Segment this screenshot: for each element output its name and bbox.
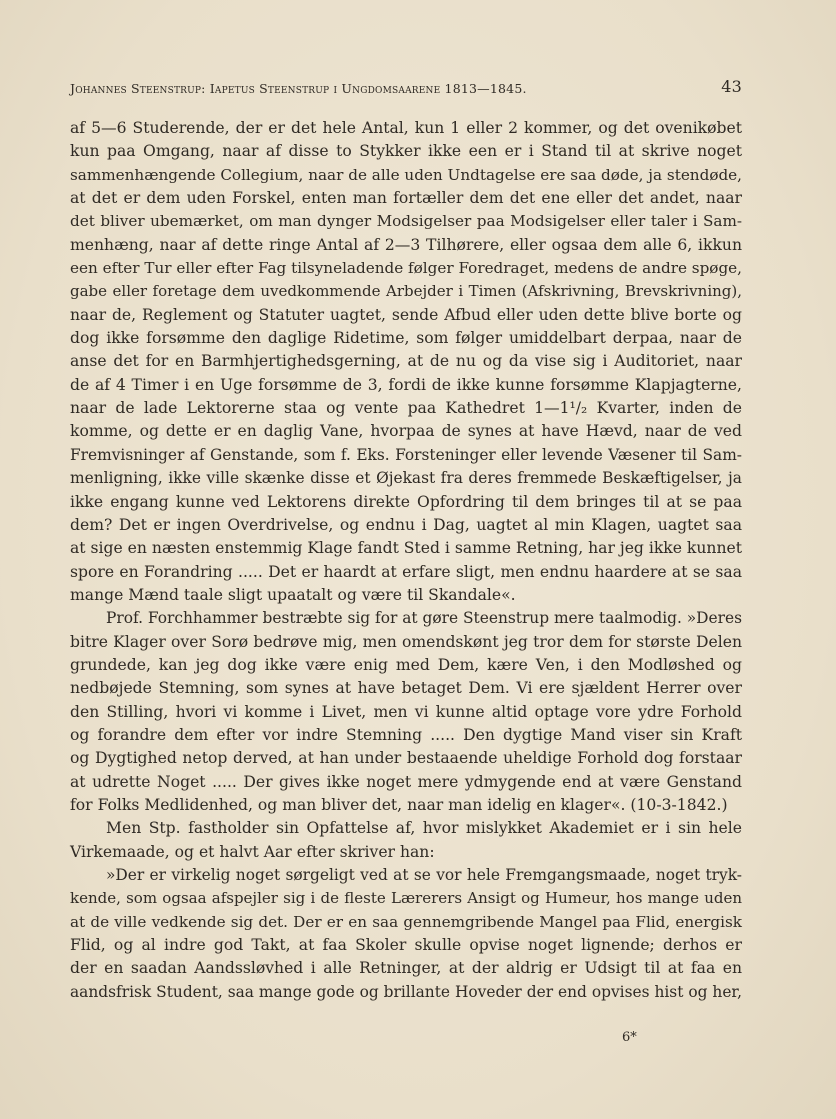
text-line: spore en Forandring ..... Det er haardt at erfare sligt, men endnu haardere at se saa	[70, 562, 742, 581]
text-line: ikke engang kunne ved Lektorens direkte Opfordring til dem bringes til at se paa	[70, 492, 742, 511]
text-line: menligning, ikke ville skænke disse et Øjekast fra deres fremmede Beskæftigelser, ja	[70, 469, 742, 488]
text-line: Fremvisninger af Genstande, som f. Eks. Forsteninger eller levende Væsener til Sam-	[70, 445, 742, 464]
text-line: aandsfrisk Student, saa mange gode og brillante Hoveder der end opvises hist og her,	[70, 982, 742, 1001]
text-line: kun paa Omgang, naar af disse to Stykker ikke een er i Stand til at skrive noget	[70, 142, 742, 161]
text-line: Men Stp. fastholder sin Opfattelse af, hvor mislykket Akademiet er i sin hele	[106, 819, 742, 838]
text-line: og forandre dem efter vor indre Stemning ..... Den dygtige Mand viser sin Kraft	[70, 725, 742, 744]
text-line: bitre Klager over Sorø bedrøve mig, men omendskønt jeg tror dem for største Delen	[70, 632, 742, 651]
text-line: sammenhængende Collegium, naar de alle uden Undtagelse ere saa døde, ja stendøde,	[70, 165, 742, 184]
text-line: nedbøjede Stemning, som synes at have betaget Dem. Vi ere sjældent Herrer over	[70, 679, 742, 698]
signature-mark: 6*	[622, 1030, 637, 1045]
text-line: »Der er virkelig noget sørgeligt ved at se vor hele Fremgangsmaade, noget tryk-	[106, 866, 742, 884]
text-line: der en saadan Aandssløvhed i alle Retninger, at der aldrig er Udsigt til at faa en	[70, 959, 742, 978]
text-line: de af 4 Timer i en Uge forsømme de 3, fordi de ikke kunne forsømme Klapjagterne,	[70, 375, 742, 394]
text-line: dem? Det er ingen Overdrivelse, og endnu i Dag, uagtet al min Klagen, uagtet saa	[70, 515, 742, 534]
text-line: anse det for en Barmhjertighedsgerning, at de nu og da vise sig i Auditoriet, naar	[70, 352, 742, 371]
text-line: Prof. Forchhammer bestræbte sig for at gøre Steenstrup mere taalmodig. »Deres	[106, 609, 742, 628]
text-line: naar de, Reglement og Statuter uagtet, sende Afbud eller uden dette blive borte og	[70, 305, 742, 324]
text-line: og Dygtighed netop derved, at han under bestaaende uheldige Forhold dog forstaar	[70, 749, 742, 768]
body-text	[70, 117, 742, 1004]
text-line: at de ville vedkende sig det. Der er en saa gennemgribende Mangel paa Flid, energisk	[70, 912, 742, 931]
text-line: at udrette Noget ..... Der gives ikke noget mere ydmygende end at være Genstand	[70, 772, 742, 791]
text-line: den Stilling, hvori vi komme i Livet, men vi kunne altid optage vore ydre Forhold	[70, 702, 742, 721]
page-number: 43	[721, 77, 742, 96]
text-line: at sige en næsten enstemmig Klage fandt Sted i samme Retning, har jeg ikke kunnet	[70, 539, 743, 558]
text-line: det bliver ubemærket, om man dynger Modsigelser paa Modsigelser eller taler i Sam-	[70, 212, 742, 231]
running-title: Johannes Steenstrup: Iapetus Steenstrup i Ungdomsaarene 1813—1845.	[70, 81, 527, 96]
text-line: Flid, og al indre god Takt, at faa Skoler skulle opvise noget lignende; derhos er	[70, 936, 742, 955]
text-line: Virkemaade, og et halvt Aar efter skriver han:	[70, 842, 435, 861]
text-line: naar de lade Lektorerne staa og vente paa Kathedret 1—1¹/₂ Kvarter, inden de	[70, 399, 742, 418]
text-line: grundede, kan jeg dog ikke være enig med Dem, kære Ven, i den Modløshed og	[70, 655, 742, 674]
text-line: for Folks Medlidenhed, og man bliver det, naar man idelig en klager«. (10-3-1842.)	[70, 795, 728, 814]
text-line: mange Mænd taale sligt upaatalt og være til Skandale«.	[70, 585, 516, 604]
text-line: komme, og dette er en daglig Vane, hvorpaa de synes at have Hævd, naar de ved	[70, 422, 742, 441]
running-header	[70, 77, 742, 99]
text-line: gabe eller foretage dem uvedkommende Arbejder i Timen (Afskrivning, Brevskrivning),	[70, 282, 742, 301]
text-line: dog ikke forsømme den daglige Ridetime, som følger umiddelbart derpaa, naar de	[70, 329, 742, 348]
text-line: af 5—6 Studerende, der er det hele Antal, kun 1 eller 2 kommer, og det ovenikøbet	[70, 119, 742, 137]
text-line: een efter Tur eller efter Fag tilsyneladende følger Foredraget, medens de andre spøge,	[70, 259, 742, 278]
text-line: menhæng, naar af dette ringe Antal af 2—3 Tilhørere, eller ogsaa dem alle 6, ikkun	[70, 235, 742, 254]
text-line: at det er dem uden Forskel, enten man fortæller dem det ene eller det andet, naar	[70, 189, 742, 208]
text-line: kende, som ogsaa afspejler sig i de fleste Lærerers Ansigt og Humeur, hos mange uden	[70, 889, 742, 908]
